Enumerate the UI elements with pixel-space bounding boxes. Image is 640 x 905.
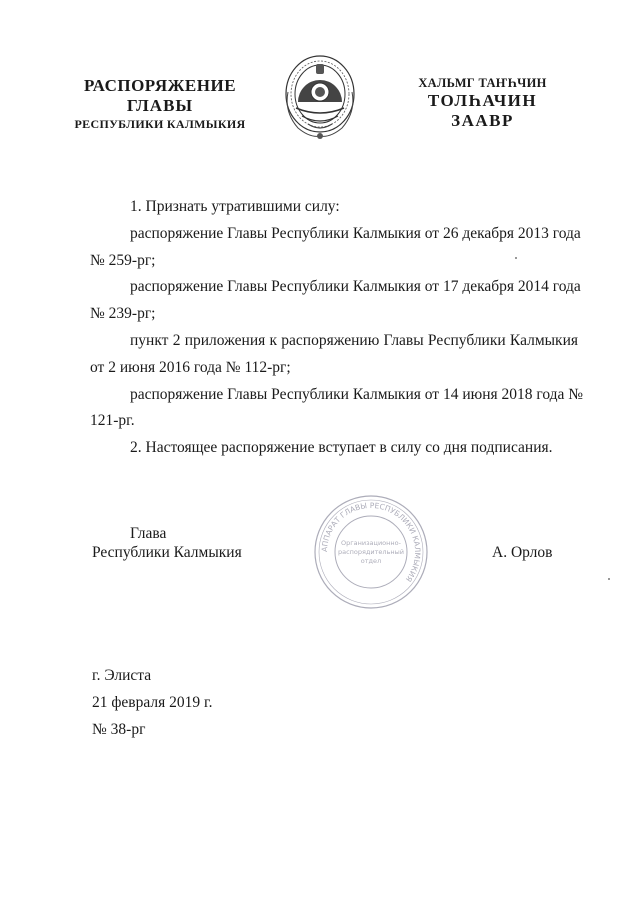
header-right-subtitle: ТОЛҺАЧИН	[427, 91, 538, 110]
signatory-title: Глава	[130, 525, 167, 542]
paragraph-line: распоряжение Главы Республики Калмыкия от 14 июня 2018 года №	[130, 385, 584, 403]
scan-speck	[608, 578, 610, 580]
paragraph-line: от 2 июня 2016 года № 112-рг;	[90, 358, 291, 376]
stamp-center-line2: распорядительный	[337, 548, 405, 556]
paragraph-line: распоряжение Главы Республики Калмыкия от 26 декабря 2013 года	[130, 224, 581, 242]
paragraph-line: 2. Настоящее распоряжение вступает в силу со дня подписания.	[130, 439, 553, 457]
header-right-title: ХАЛЬМГ ТАҤҺЧИН	[418, 76, 547, 90]
coat-of-arms-icon	[282, 52, 358, 142]
paragraph-line: № 259-рг;	[90, 251, 156, 269]
header-left-block	[70, 76, 250, 131]
signatory-name: А. Орлов	[492, 544, 553, 561]
header-left-region: РЕСПУБЛИКИ КАЛМЫКИЯ	[74, 116, 246, 131]
paragraph-line: распоряжение Главы Республики Калмыкия от 17 декабря 2014 года	[130, 278, 581, 296]
official-stamp-icon	[312, 493, 430, 611]
stamp-ring-text: АППАРАТ ГЛАВЫ РЕСПУБЛИКИ КАЛМЫКИЯ	[319, 500, 423, 584]
issue-date: 21 февраля 2019 г.	[92, 694, 213, 711]
order-number: № 38-рг	[92, 721, 146, 738]
header-right-doc-type: ЗААВР	[451, 111, 514, 131]
order-body	[90, 194, 584, 462]
paragraph-line: 1. Признать утратившими силу:	[130, 198, 340, 215]
paragraph-line: 121-рг.	[90, 412, 135, 430]
stamp-center-line1: Организационно-	[340, 539, 402, 547]
paragraph-line: пункт 2 приложения к распоряжению Главы Республики Калмыкия	[130, 331, 578, 349]
paragraph-line: № 239-рг;	[90, 305, 156, 323]
header-left-subtitle: ГЛАВЫ	[126, 96, 194, 116]
signatory-region: Республики Калмыкия	[92, 544, 242, 561]
scan-speck	[515, 257, 517, 259]
stamp-center-line3: отдел	[360, 557, 382, 565]
header-left-title: РАСПОРЯЖЕНИЕ	[83, 76, 237, 95]
issue-city: г. Элиста	[92, 667, 152, 684]
header-right-block	[410, 76, 555, 132]
